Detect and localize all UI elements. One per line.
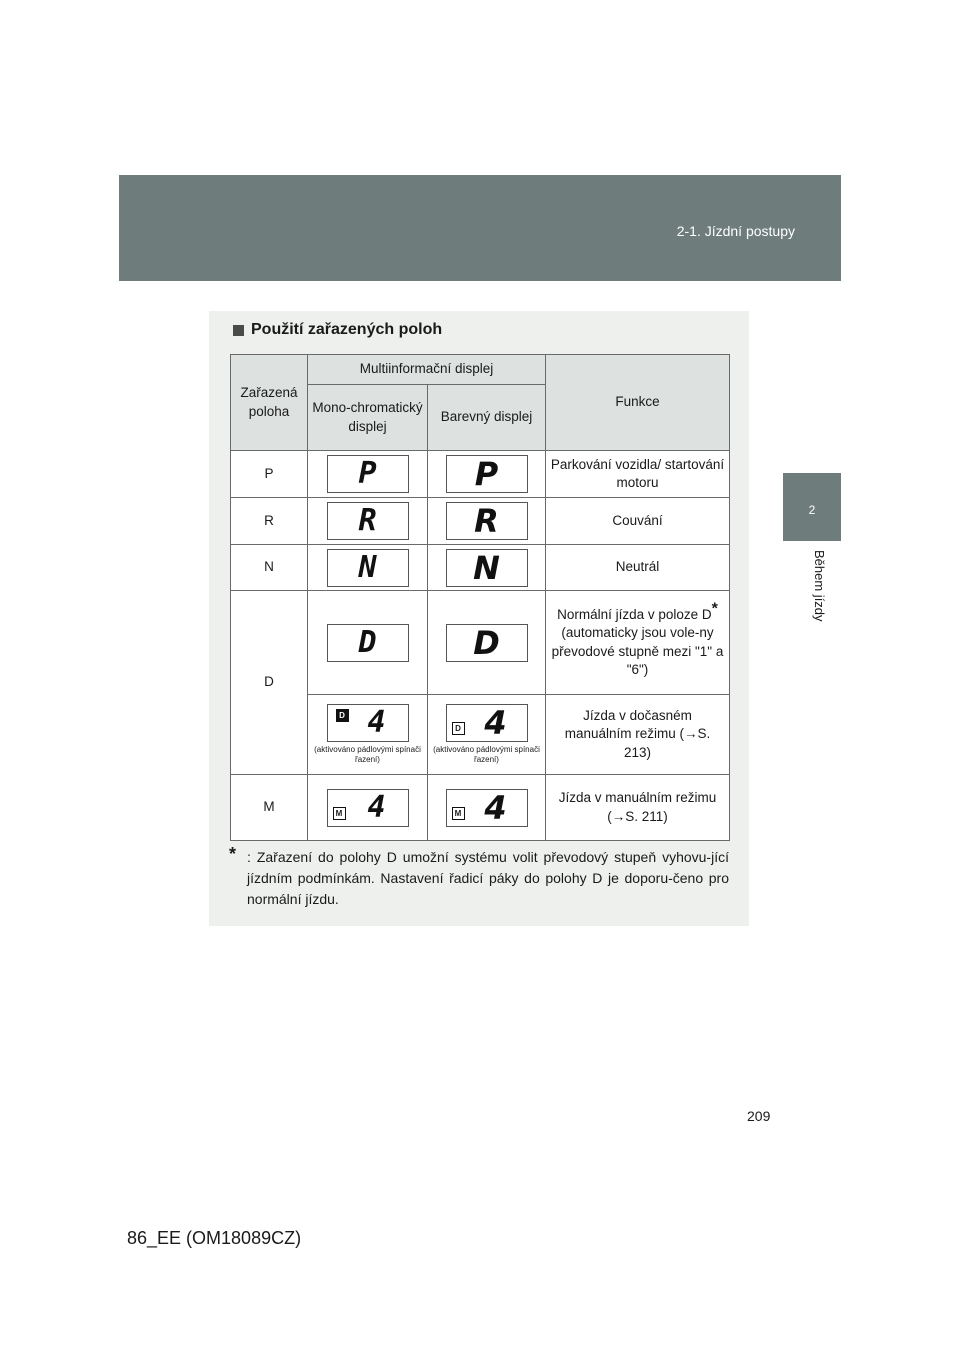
color-display-cell xyxy=(428,451,546,498)
mono-display-box xyxy=(327,502,409,540)
mono-display-box xyxy=(327,455,409,493)
footnote xyxy=(229,844,729,910)
function-cell: Couvání xyxy=(546,498,730,545)
color-display-box xyxy=(446,789,528,827)
footnote-mark: * xyxy=(229,844,237,864)
color-display-box xyxy=(446,502,528,540)
gear-glyph: N xyxy=(473,548,500,587)
gear-glyph: D xyxy=(358,624,377,660)
mono-display-cell xyxy=(308,695,428,775)
mono-display-cell xyxy=(308,545,428,591)
gear-glyph: P xyxy=(474,455,499,493)
header-band xyxy=(119,175,841,281)
gear-glyph: 4 xyxy=(484,704,507,743)
footnote-text: : Zařazení do polohy D umožní systému volit převodový stupeň vyhovu-jící jízdním podmínkám. Nastavení řadicí páky do polohy D je doporu-čeno pro normální jízdu. xyxy=(247,849,729,907)
color-display-box xyxy=(446,549,528,587)
chapter-tab xyxy=(783,473,841,541)
color-display-cell xyxy=(428,498,546,545)
mono-display-box xyxy=(327,789,409,827)
position-cell: P xyxy=(231,451,308,498)
page-number: 209 xyxy=(747,1108,771,1124)
gear-glyph: R xyxy=(358,503,377,538)
header-color: Barevný displej xyxy=(428,385,546,451)
gear-glyph: R xyxy=(474,502,499,540)
gear-glyph: 4 xyxy=(484,788,507,827)
section-heading-text: Použití zařazených poloh xyxy=(251,321,443,338)
paddle-note: (aktivováno pádlovými spínači řazení) xyxy=(433,745,540,764)
header-mono: Mono-chromatický displej xyxy=(308,385,428,451)
header-display-group: Multiinformační displej xyxy=(308,355,546,385)
section-heading xyxy=(233,321,442,339)
content-panel xyxy=(209,311,749,926)
chapter-title: Během jízdy xyxy=(812,550,827,622)
mono-display-box xyxy=(327,624,409,662)
mono-display-cell xyxy=(308,451,428,498)
gear-glyph: D xyxy=(473,623,500,662)
gear-glyph: 4 xyxy=(367,705,386,741)
gear-glyph: N xyxy=(358,549,377,585)
mode-badge: D xyxy=(336,709,349,722)
gear-glyph: P xyxy=(358,456,377,491)
table-row xyxy=(231,451,730,498)
function-text: Normální jízda v poloze D xyxy=(557,607,712,623)
gear-position-table xyxy=(230,354,730,841)
header-position: Zařazená poloha xyxy=(231,355,308,451)
color-display-cell xyxy=(428,775,546,841)
mono-display-cell xyxy=(308,498,428,545)
table-row xyxy=(231,775,730,841)
table-row xyxy=(231,545,730,591)
section-title-header: 2-1. Jízdní postupy xyxy=(676,223,795,239)
mono-display-box xyxy=(327,549,409,587)
square-bullet-icon xyxy=(233,325,244,336)
function-cell: Neutrál xyxy=(546,545,730,591)
function-cell: Jízda v manuálním režimu (→S. 211) xyxy=(546,775,730,841)
function-cell xyxy=(546,591,730,695)
mode-badge: M xyxy=(452,807,465,820)
paddle-note: (aktivováno pádlovými spínači řazení) xyxy=(314,745,421,764)
position-cell: M xyxy=(231,775,308,841)
table-row xyxy=(231,498,730,545)
function-cell: Parkování vozidla/ startování motoru xyxy=(546,451,730,498)
table-row xyxy=(231,591,730,695)
chapter-number: 2 xyxy=(808,503,816,517)
mono-display-box xyxy=(327,704,409,742)
function-cell: Jízda v dočasném manuálním režimu (→S. 213) xyxy=(546,695,730,775)
footnote-reference: * xyxy=(711,600,718,618)
header-function: Funkce xyxy=(546,355,730,451)
color-display-cell xyxy=(428,545,546,591)
position-cell: N xyxy=(231,545,308,591)
color-display-box xyxy=(446,624,528,662)
color-display-box xyxy=(446,455,528,493)
color-display-cell xyxy=(428,695,546,775)
mono-display-cell xyxy=(308,775,428,841)
position-cell: R xyxy=(231,498,308,545)
mode-badge: D xyxy=(452,722,465,735)
mode-badge: M xyxy=(333,807,346,820)
color-display-cell xyxy=(428,591,546,695)
position-cell: D xyxy=(231,591,308,775)
mono-display-cell xyxy=(308,591,428,695)
document-code: 86_EE (OM18089CZ) xyxy=(127,1228,302,1248)
color-display-box xyxy=(446,704,528,742)
function-detail: (automaticky jsou vole-ny převodové stupně mezi "1" a "6") xyxy=(551,625,724,677)
gear-glyph: 4 xyxy=(367,789,386,825)
